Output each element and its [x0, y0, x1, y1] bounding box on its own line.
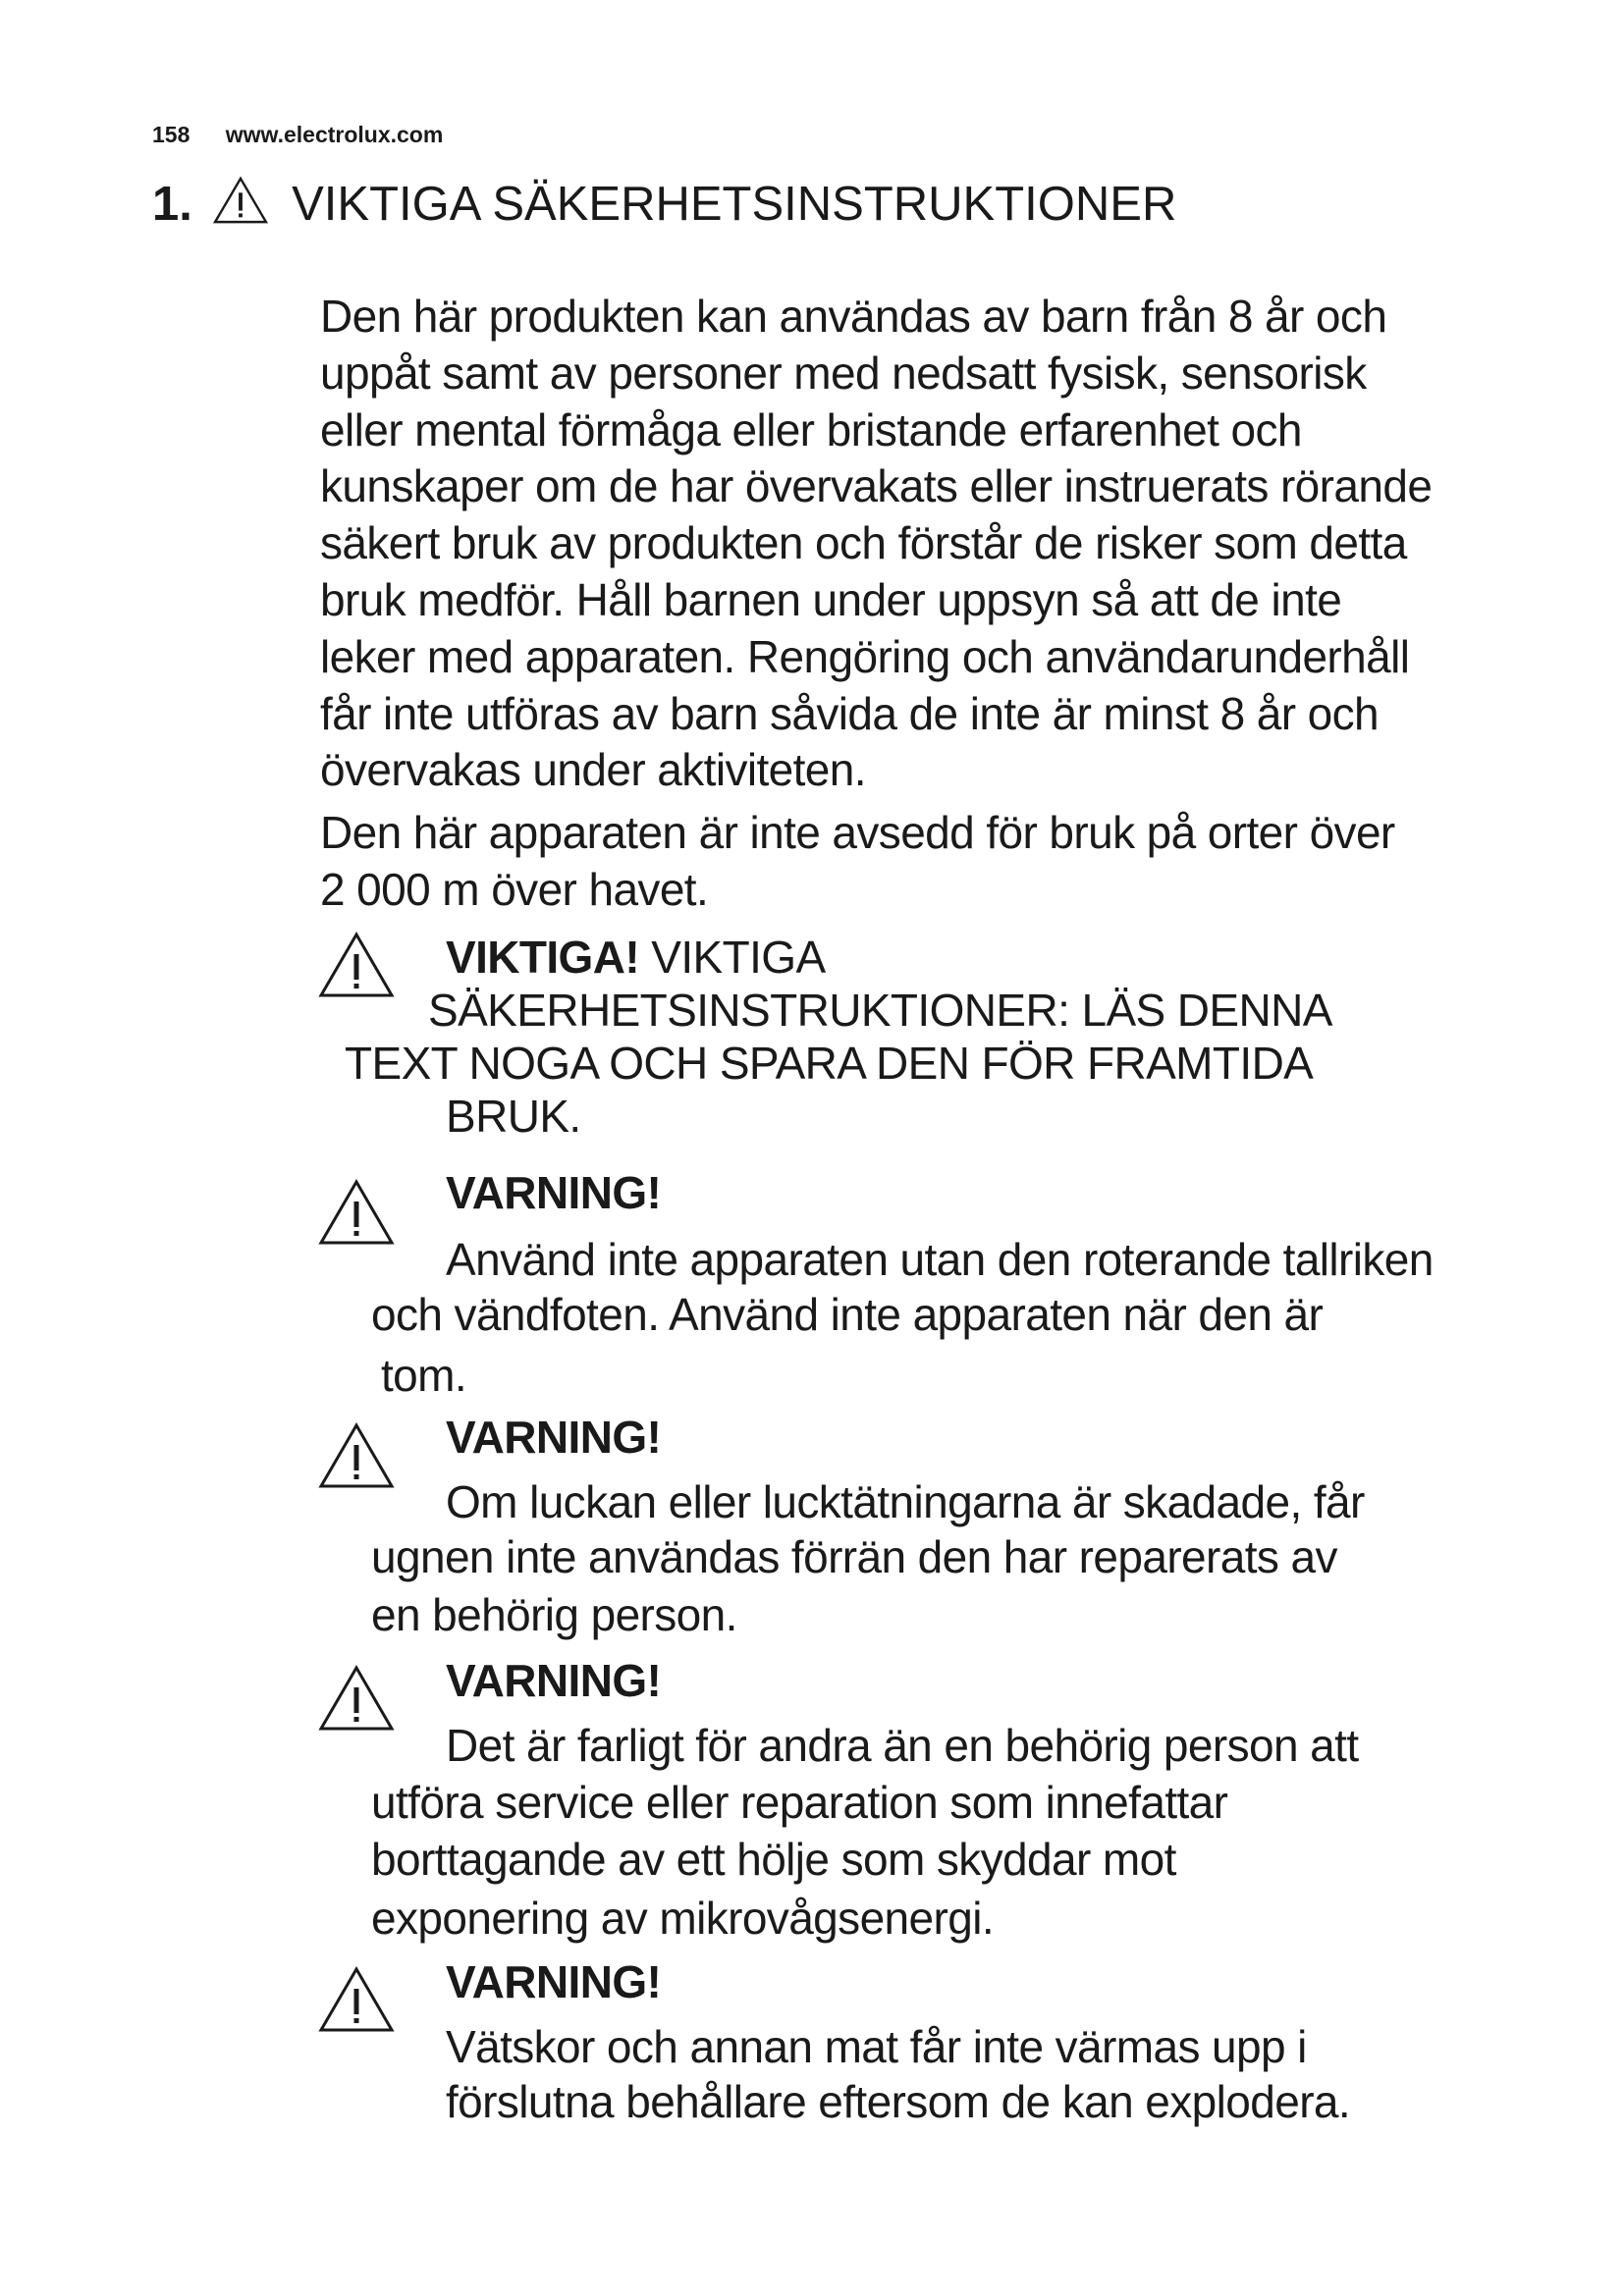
warning-text-line: exponering av mikrovågsenergi.	[371, 1893, 995, 1944]
section-title-text: VIKTIGA SÄKERHETSINSTRUKTIONER	[292, 178, 1177, 231]
warning-text-line: en behörig person.	[371, 1589, 737, 1640]
warning-text-line: Om luckan eller lucktätningarna är skadade, får	[446, 1476, 1365, 1527]
warning-label: VIKTIGA!	[446, 932, 640, 983]
warning-text-line: SÄKERHETSINSTRUKTIONER: LÄS DENNA	[428, 985, 1332, 1036]
warning-label: VARNING!	[446, 1655, 662, 1706]
warning-heading-rest: VIKTIGA	[651, 932, 826, 983]
section-title	[152, 175, 1176, 234]
text-line: eller mental förmåga eller bristande erfarenhet och	[320, 403, 1302, 455]
warning-text-line: BRUK.	[446, 1091, 581, 1142]
page-header	[152, 122, 443, 148]
warning-triangle-icon	[317, 1664, 396, 1733]
warning-heading	[446, 1955, 661, 2008]
warning-text-line: utföra service eller reparation som innefattar	[371, 1777, 1228, 1828]
warning-heading	[446, 1166, 661, 1219]
page-number: 158	[152, 122, 190, 147]
warning-label: VARNING!	[446, 1167, 662, 1218]
altitude-paragraph	[320, 805, 1528, 919]
text-line: Den här produkten kan användas av barn från 8 år och	[320, 291, 1387, 342]
warning-triangle-icon	[317, 1178, 396, 1247]
warning-label: VARNING!	[446, 1412, 662, 1463]
warning-heading	[446, 1411, 661, 1464]
warning-heading	[446, 1654, 661, 1707]
warning-text-line: Vätskor och annan mat får inte värmas upp i	[446, 2021, 1307, 2072]
intro-paragraph	[320, 289, 1528, 799]
text-line: övervakas under aktiviteten.	[320, 744, 866, 796]
warning-text-line: ugnen inte användas förrän den har reparerats av	[371, 1531, 1337, 1582]
text-line: Den här apparaten är inte avsedd för bruk på orter över	[320, 807, 1395, 858]
warning-text-line: Använd inte apparaten utan den roterande tallriken	[446, 1234, 1434, 1285]
text-line: säkert bruk av produkten och förstår de risker som detta	[320, 517, 1407, 569]
warning-triangle-icon	[317, 931, 396, 999]
warning-triangle-icon	[317, 1965, 396, 2034]
text-line: leker med apparaten. Rengöring och användarunderhåll	[320, 630, 1410, 682]
warning-heading	[446, 931, 826, 984]
warning-text-line: förslutna behållare eftersom de kan explodera.	[446, 2076, 1351, 2127]
warning-text-line: Det är farligt för andra än en behörig person att	[446, 1720, 1359, 1771]
warning-triangle-icon	[317, 1421, 396, 1490]
header-url: www.electrolux.com	[225, 122, 444, 147]
warning-label: VARNING!	[446, 1956, 662, 2007]
text-line: kunskaper om de har övervakats eller instruerats rörande	[320, 460, 1433, 512]
warning-text-line: TEXT NOGA OCH SPARA DEN FÖR FRAMTIDA	[345, 1038, 1314, 1089]
text-line: bruk medför. Håll barnen under uppsyn så att de inte	[320, 573, 1342, 625]
text-line: får inte utföras av barn såvida de inte är minst 8 år och	[320, 687, 1380, 739]
warning-text-line: och vändfoten. Använd inte apparaten när den är	[371, 1289, 1324, 1340]
section-number: 1.	[152, 178, 192, 231]
text-line: uppåt samt av personer med nedsatt fysisk, sensorisk	[320, 347, 1367, 399]
text-line: 2 000 m över havet.	[320, 863, 709, 915]
warning-text-line: tom.	[381, 1350, 467, 1401]
warning-triangle-icon	[212, 176, 269, 225]
warning-text-line: borttagande av ett hölje som skyddar mot	[371, 1834, 1176, 1885]
